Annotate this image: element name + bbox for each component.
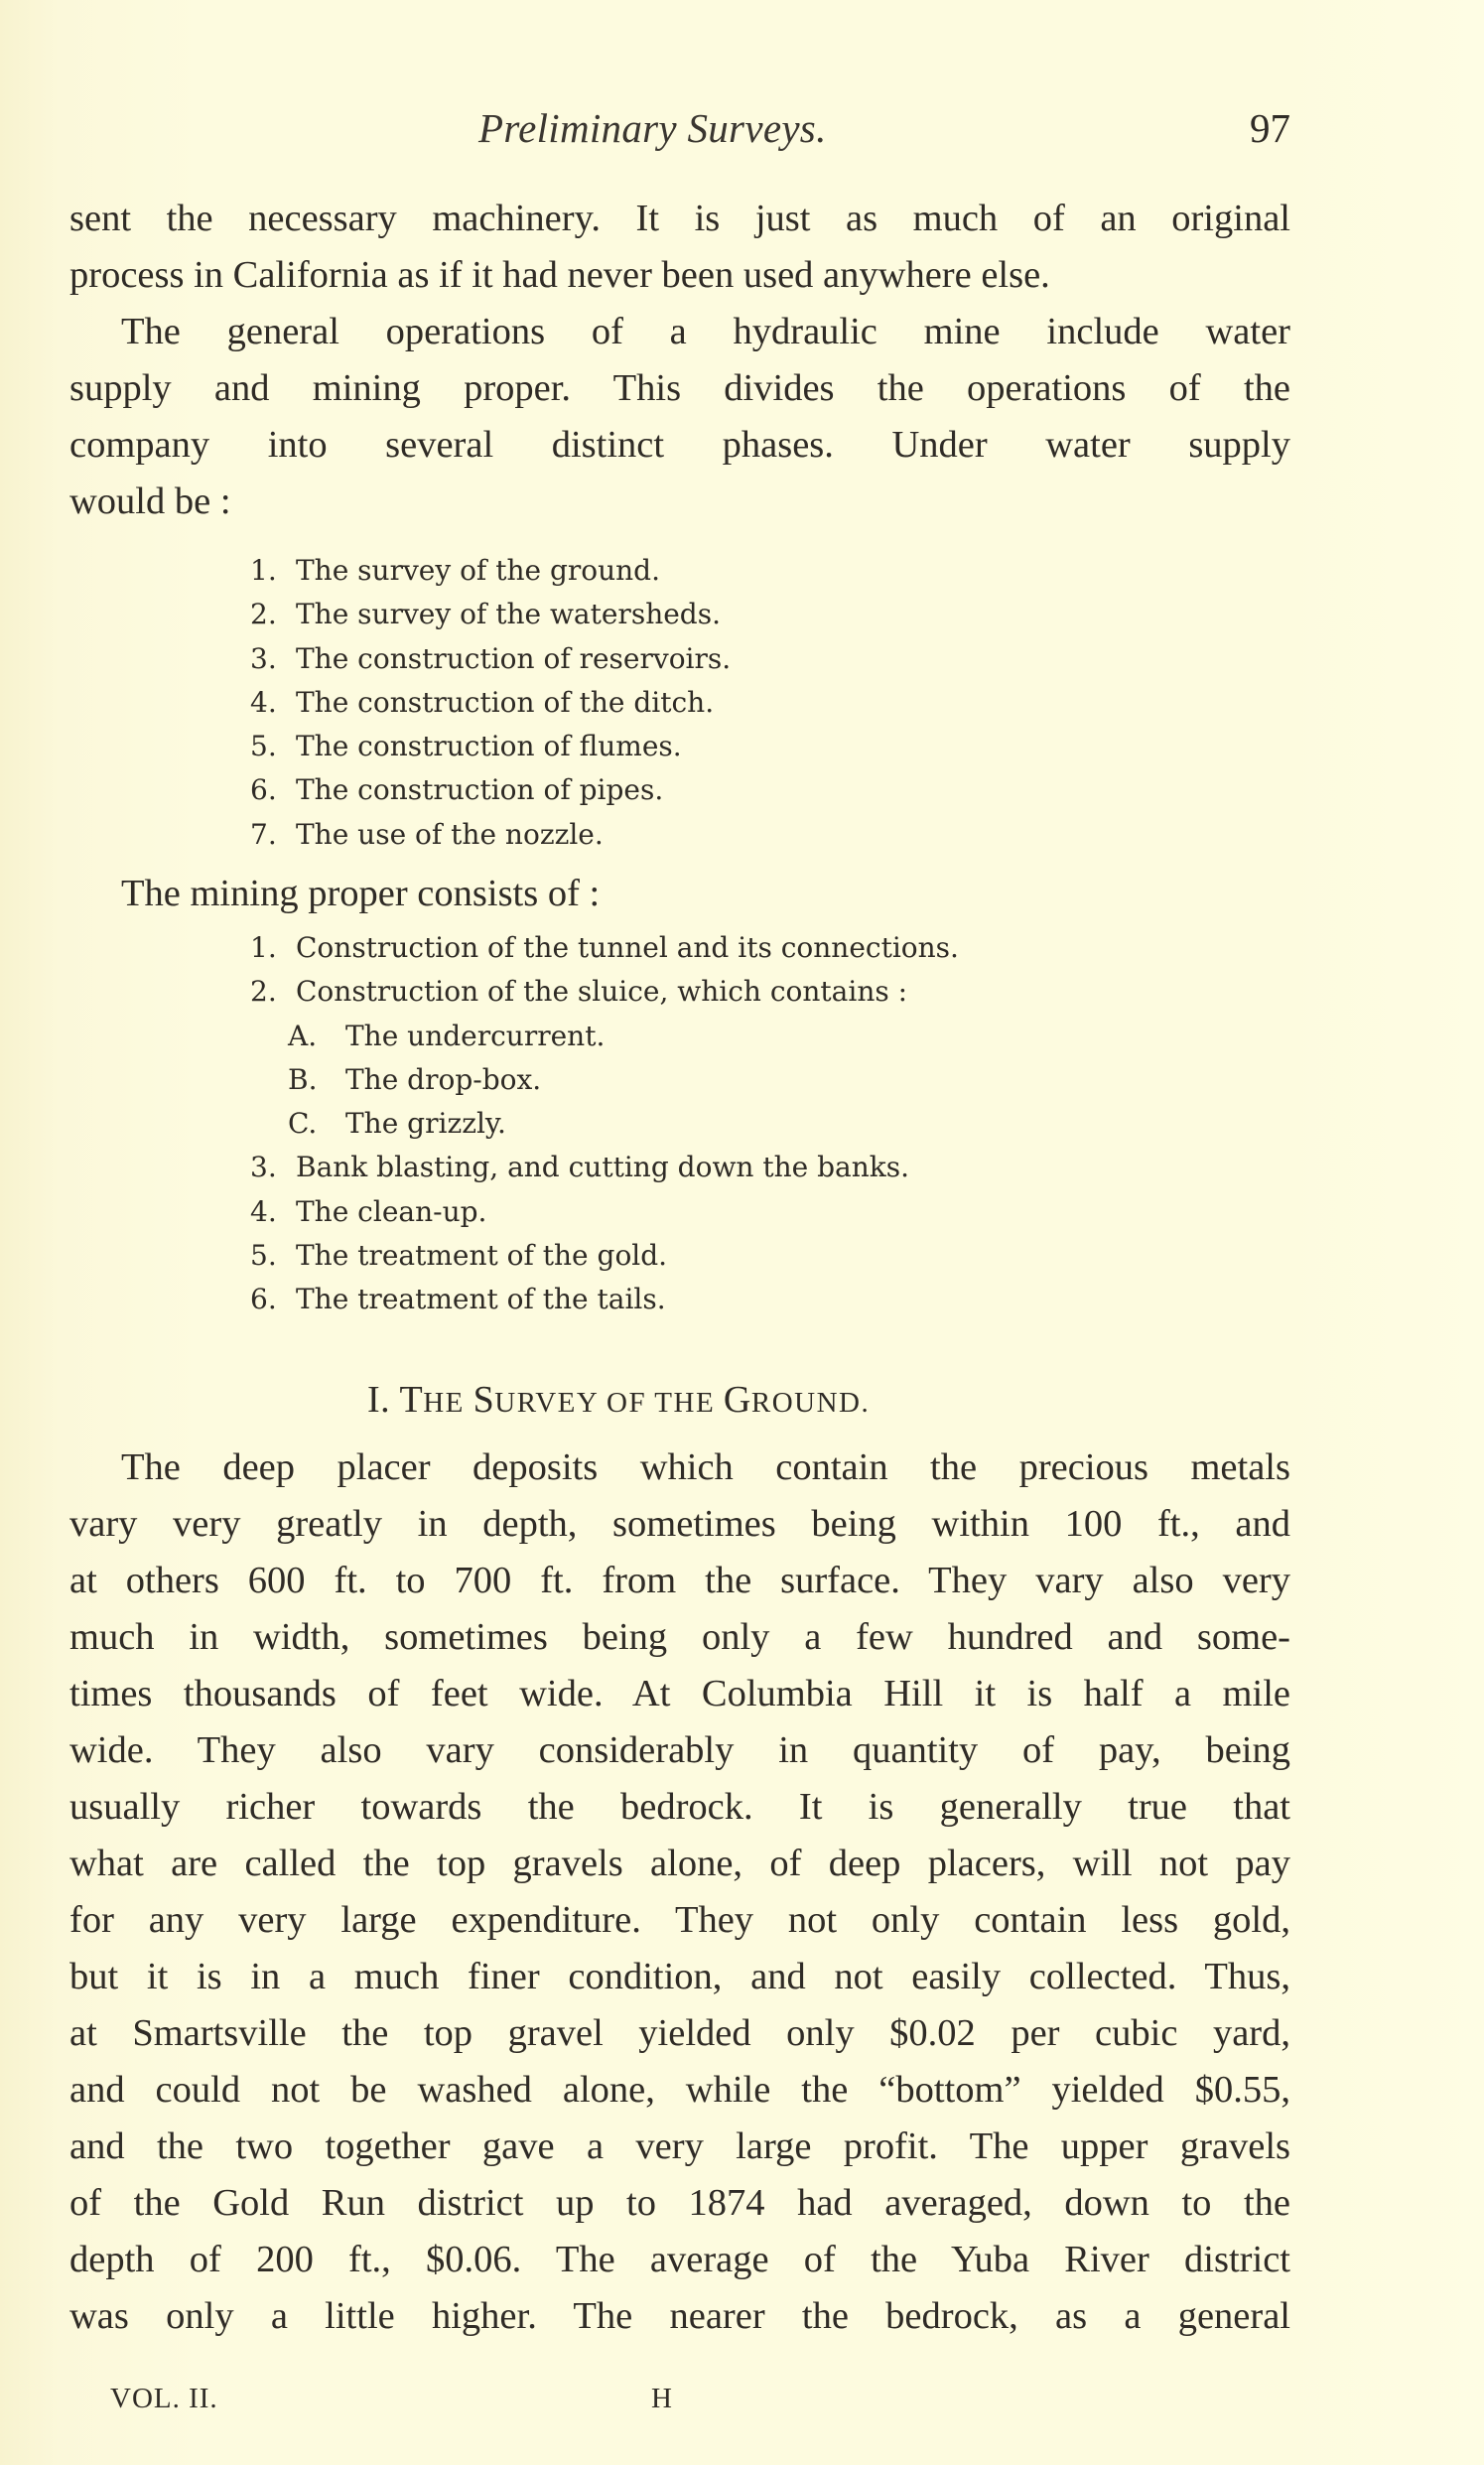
list-text: Bank blasting, and cutting down the banks. [296, 1151, 909, 1184]
section-title: THE SURVEY OF THE GROUND. [399, 1379, 871, 1421]
list-text: The survey of the watersheds. [296, 598, 721, 631]
text-line: of the Gold Run district up to 1874 had averaged, down to the [69, 2182, 1290, 2224]
list-item [250, 593, 731, 636]
text-line: for any very large expenditure. They not only contain less gold, [69, 1899, 1290, 1941]
list-item [250, 926, 959, 970]
intro-paragraphs [69, 191, 1290, 530]
list-item [250, 768, 731, 812]
list-number: 3. [250, 641, 277, 675]
list-item [250, 1190, 959, 1234]
list-number: 1. [250, 554, 277, 587]
text-line: usually richer towards the bedrock. It is generally true that [69, 1786, 1290, 1828]
list-number: 6. [250, 773, 277, 807]
list-item [250, 549, 731, 593]
list-item [250, 637, 731, 681]
sub-list-item [250, 1058, 959, 1102]
text-line: but it is in a much finer condition, and not easily collected. Thus, [69, 1956, 1290, 1997]
running-title: Preliminary Surveys. [478, 105, 827, 151]
mining-proper-intro [69, 866, 1290, 922]
text-line: company into several distinct phases. Under water supply [69, 424, 1290, 466]
list-text: Construction of the sluice, which contains : [296, 975, 908, 1009]
list-text: The use of the nozzle. [296, 817, 604, 851]
text-line: The deep placer deposits which contain the precious metals [121, 1446, 1290, 1488]
running-head [69, 103, 1290, 153]
list-text: The clean-up. [296, 1194, 487, 1228]
list-item [250, 1146, 959, 1189]
list-number: 7. [250, 817, 277, 851]
list-text: The treatment of the tails. [296, 1283, 666, 1316]
list-number: 6. [250, 1283, 277, 1316]
list-item [250, 970, 959, 1014]
list-item [250, 725, 731, 768]
list-number: 4. [250, 1194, 277, 1228]
list-number: 2. [250, 598, 277, 631]
list-text: The construction of the ditch. [296, 685, 715, 719]
text-line: much in width, sometimes being only a few hundred and some- [69, 1616, 1290, 1658]
list-text: The construction of reservoirs. [296, 641, 732, 675]
list-text: The construction of flumes. [296, 730, 682, 763]
list-number: 5. [250, 730, 277, 763]
text-line: depth of 200 ft., $0.06. The average of the Yuba River district [69, 2239, 1290, 2280]
section-heading [367, 1375, 870, 1428]
list-letter: C. [288, 1107, 318, 1141]
list-number: 2. [250, 975, 277, 1009]
list-number: 1. [250, 931, 277, 964]
text-line: and the two together gave a very large profit. The upper gravels [69, 2125, 1290, 2167]
water-supply-list [250, 549, 731, 857]
page-footer [110, 2381, 805, 2420]
text-line: process in California as if it had never been used anywhere else. [69, 254, 1050, 296]
list-text: The undercurrent. [345, 1019, 606, 1052]
list-text: The treatment of the gold. [296, 1239, 668, 1273]
list-text: The survey of the ground. [296, 554, 661, 587]
text-line: wide. They also vary considerably in quantity of pay, being [69, 1729, 1290, 1771]
list-item [250, 1234, 959, 1278]
text-line: vary very greatly in depth, sometimes being within 100 ft., and [69, 1503, 1290, 1545]
text-line: times thousands of feet wide. At Columbia Hill it is half a mile [69, 1673, 1290, 1714]
text-line: at others 600 ft. to 700 ft. from the surface. They vary also very [69, 1560, 1290, 1601]
list-item [250, 681, 731, 725]
list-text: Construction of the tunnel and its connections. [296, 931, 959, 964]
text-line: supply and mining proper. This divides the operations of the [69, 367, 1290, 409]
text-line: sent the necessary machinery. It is just as much of an original [69, 198, 1290, 239]
text-line: at Smartsville the top gravel yielded only $0.02 per cubic yard, [69, 2012, 1290, 2054]
section-body [69, 1439, 1290, 2345]
text-line: was only a little higher. The nearer the bedrock, as a general [69, 2295, 1290, 2337]
volume-label: VOL. II. [110, 2383, 218, 2414]
list-text: The construction of pipes. [296, 773, 664, 807]
list-letter: B. [288, 1062, 318, 1096]
list-letter: A. [288, 1019, 318, 1052]
text-line: The general operations of a hydraulic mine include water [121, 311, 1290, 352]
mining-proper-list [250, 926, 959, 1322]
text-line: The mining proper consists of : [121, 873, 601, 914]
sub-list-item [250, 1015, 959, 1058]
text-line: what are called the top gravels alone, of deep placers, will not pay [69, 1843, 1290, 1884]
list-item [250, 1278, 959, 1321]
section-numeral: I. [367, 1379, 391, 1421]
list-number: 3. [250, 1151, 277, 1184]
list-number: 4. [250, 685, 277, 719]
list-text: The grizzly. [345, 1107, 506, 1141]
list-text: The drop-box. [345, 1062, 542, 1096]
text-line: and could not be washed alone, while the “bottom” yielded $0.55, [69, 2069, 1290, 2111]
list-item [250, 813, 731, 857]
page-number: 97 [1250, 105, 1290, 151]
list-number: 5. [250, 1239, 277, 1273]
text-line: would be : [69, 480, 231, 522]
signature-mark: H [651, 2383, 672, 2414]
sub-list-item [250, 1102, 959, 1146]
